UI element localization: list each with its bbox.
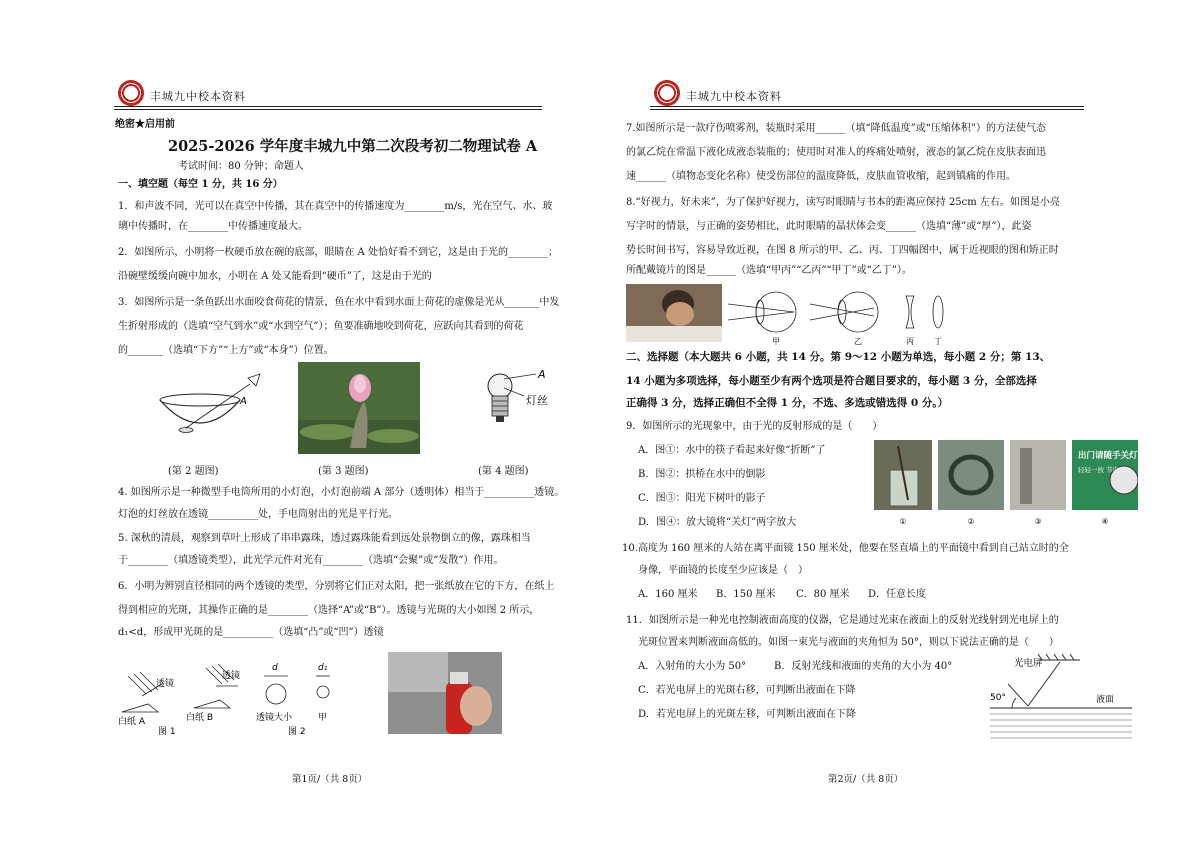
q11-option-c: C．若光电屏上的光斑右移，可判断出液面在下降 [638, 685, 856, 696]
q9-option-c: C．图③：阳光下树叶的影子 [638, 493, 766, 504]
q9-photo-strip [874, 440, 1138, 528]
question-line: 1．和声波不同，光可以在真空中传播，其在真空中的传播速度为________m/s，光在空气、水、玻 [118, 201, 553, 212]
fig-caption: (第 4 题图) [478, 466, 529, 477]
question-line: 生折射形成的（选填“空气到水”或“水到空气”）；鱼要准确地咬到荷花，应跃向其看到的荷花 [118, 321, 524, 332]
spray-can-photo [388, 652, 502, 734]
q9-option-a: A．图①：水中的筷子看起来好像“折断”了 [638, 445, 826, 456]
section2-line: 正确得 3 分，选择正确但不全得 1 分，不选、多选或错选得 0 分。） [626, 397, 949, 409]
section2-line: 二、选择题（本大题共 6 小题，共 14 分。第 9～12 小题为单选，每小题 2 分；第 13、 [626, 351, 1051, 363]
secret-mark: 绝密★启用前 [115, 119, 175, 130]
section1-title: 一、填空题（每空 1 分，共 16 分） [118, 179, 283, 190]
d-label: d [272, 663, 278, 673]
d1-label: d₁ [318, 663, 328, 673]
question-line: 5. 深秋的清晨，观察到草叶上形成了串串露珠，透过露珠能看到远处景物倒立的像，露珠相当 [118, 533, 531, 544]
q9-stem: 9．如图所示的光现象中，由于光的反射形成的是（ ） [626, 421, 883, 432]
question-line: 8.“好视力，好未来”，为了保护好视力，读写时眼睛与书本的距离应保持 25cm 左右。如图是小亮 [626, 197, 1060, 208]
eye-label: 乙 [854, 337, 862, 346]
question-line: 2．如图所示，小明将一枚硬币放在碗的底部，眼睛在 A 处恰好看不到它，这是由于光的________； [118, 247, 558, 258]
question-line: d₁<d，形成甲光斑的是__________（选填“凸”或“凹”）透镜 [118, 627, 384, 638]
angle-label: 50° [990, 693, 1006, 703]
q10-option-d: D．任意长度 [868, 589, 927, 600]
q9-sign-subtext: 轻轻一按 节电 [1078, 466, 1120, 474]
exam-page-2 [600, 0, 1200, 849]
fig-caption: (第 3 题图) [318, 466, 369, 477]
liquid-level-diagram [984, 648, 1136, 742]
question-line: 的_______（选填“下方”“上方”或“本身”）位置。 [118, 345, 334, 356]
question-line: 沿碗壁缓缓向碗中加水，小明在 A 处又能看到“硬币”了，这是由于光的 [118, 271, 432, 282]
q11-option-b: B．反射光线和液面的夹角的大小为 40° [774, 661, 953, 672]
question-line: 3．如图所示是一条鱼跃出水面咬食荷花的情景，鱼在水中看到水面上荷花的虚像是光从_______中发 [118, 297, 560, 308]
page-number: 第1页/（共 8页） [292, 774, 368, 785]
q9-fig-label: ① [899, 517, 907, 526]
lens-label: 透镜 [156, 679, 175, 689]
q10-line: 身像，平面镜的长度至少应该是（ ） [638, 565, 808, 576]
eye-label: 丙 [906, 337, 914, 346]
question-line: 灯泡的灯丝放在透镜__________处，手电筒射出的光是平行光。 [118, 509, 398, 520]
bulb-figure [480, 366, 560, 450]
question-line: 的氯乙烷在常温下液化成液态装瓶的；使用时对准人的疼痛处喷射，液态的氯乙烷在皮肤表面迅 [626, 147, 1046, 158]
lens-size-label: 透镜大小 [256, 713, 293, 723]
question-line: 6．小明为辨别直径相同的两个透镜的类型，分别将它们正对太阳，把一张纸放在它的下方，在纸上 [118, 581, 555, 592]
lens-paper-diagram [118, 656, 368, 736]
question-line: 写字时的情景，与正确的姿势相比，此时眼睛的晶状体会变______（选填“薄”或“厚”），此姿 [626, 221, 1032, 232]
exam-title: 2025-2026 学年度丰城九中第二次段考初二物理试卷 A [168, 138, 538, 155]
fig2-caption: 图 2 [288, 727, 306, 736]
q10-option-b: B．150 厘米 [716, 589, 776, 600]
section2-line: 14 小题为多项选择，每小题至少有两个选项是符合题目要求的，每小题 3 分，全部选择 [626, 375, 1037, 387]
eye-label: 丁 [934, 337, 942, 346]
q9-fig-label: ② [967, 517, 975, 526]
boy-writing-photo [626, 284, 722, 342]
q9-fig-label: ④ [1101, 517, 1109, 526]
header-school-material: 丰城九中校本资料 [686, 90, 782, 103]
q9-option-d: D．图④：放大镜将“关灯”两字放大 [638, 517, 797, 528]
bowl-coin-figure [150, 366, 270, 450]
q9-fig-label: ③ [1034, 517, 1042, 526]
photoscreen-label: 光电屏 [1014, 658, 1043, 669]
q11-option-d: D．若光电屏上的光斑左移，可判断出液面在下降 [638, 709, 857, 720]
fig-caption: (第 2 题图) [168, 466, 219, 477]
q11-line: 光斑位置来判断液面高低的。如图一束光与液面的夹角恒为 50°，则以下说法正确的是（ ） [638, 637, 1059, 648]
lens-label: 透镜 [222, 671, 241, 681]
eye-diagrams [728, 284, 968, 346]
exam-info: 考试时间：80 分钟；命题人 [178, 161, 304, 172]
fig1-caption: 图 1 [158, 727, 176, 736]
header-school-material: 丰城九中校本资料 [150, 90, 246, 103]
question-line: 璃中传播时，在________中传播速度最大。 [118, 221, 308, 232]
eye-label: 甲 [772, 337, 780, 346]
jia-label: 甲 [318, 713, 328, 723]
bulb-label-filament: 灯丝 [526, 394, 548, 407]
q11-line: 11．如图所示是一种光电控制液面高度的仪器，它是通过光束在液面上的反射光线射到光电屏上的 [626, 615, 1059, 626]
bulb-label-a: A [538, 368, 546, 381]
school-logo-icon [654, 80, 680, 106]
page-number: 第2页/（共 8页） [828, 774, 904, 785]
question-line: 速______（填物态变化名称）使受伤部位的温度降低，皮肤血管收缩，起到镇痛的作用。 [626, 171, 1016, 182]
question-line: 所配戴镜片的图是______（选填“甲丙”“乙丙”“甲丁”或“乙丁”）。 [626, 265, 912, 276]
question-line: 4. 如图所示是一种微型手电筒所用的小灯泡，小灯泡前端 A 部分（透明体）相当于__________透镜。 [118, 487, 565, 498]
school-logo-icon [118, 80, 144, 106]
q9-sign-text: 出门请随手关灯 [1078, 451, 1138, 461]
q10-option-a: A．160 厘米 [638, 589, 698, 600]
q10-line: 10.高度为 160 厘米的人站在离平面镜 150 厘米处，他要在竖直墙上的平面镜中看到自己站立时的全 [622, 543, 1069, 554]
q9-option-b: B．图②：拱桥在水中的倒影 [638, 469, 766, 480]
header-rule [114, 106, 542, 110]
surface-label: 液面 [1096, 695, 1115, 705]
question-line: 7.如图所示是一款疗伤喷雾剂，装瓶时采用______（填“降低温度”或“压缩体积”）的方法使气态 [626, 123, 1046, 134]
fish-lotus-photo [298, 362, 420, 454]
question-line: 得到相应的光斑，其操作正确的是________（选择“A”或“B”）。透镜与光斑的大小如图 2 所示， [118, 605, 540, 616]
header-rule [650, 106, 1084, 110]
question-line: 于________（填透镜类型），此光学元件对光有________（选填“会聚”或“发散”）作用。 [118, 555, 504, 566]
q11-option-a: A．入射角的大小为 50° [638, 661, 747, 672]
paper-a-label: 白纸 A [118, 717, 146, 727]
question-line: 势长时间书写，容易导致近视，在图 8 所示的甲、乙、丙、丁四幅图中，属于近视眼的图和矫正时 [626, 245, 1059, 256]
q10-option-c: C．80 厘米 [796, 589, 850, 600]
paper-b-label: 白纸 B [186, 713, 214, 723]
bowl-label-a: A [240, 396, 247, 407]
